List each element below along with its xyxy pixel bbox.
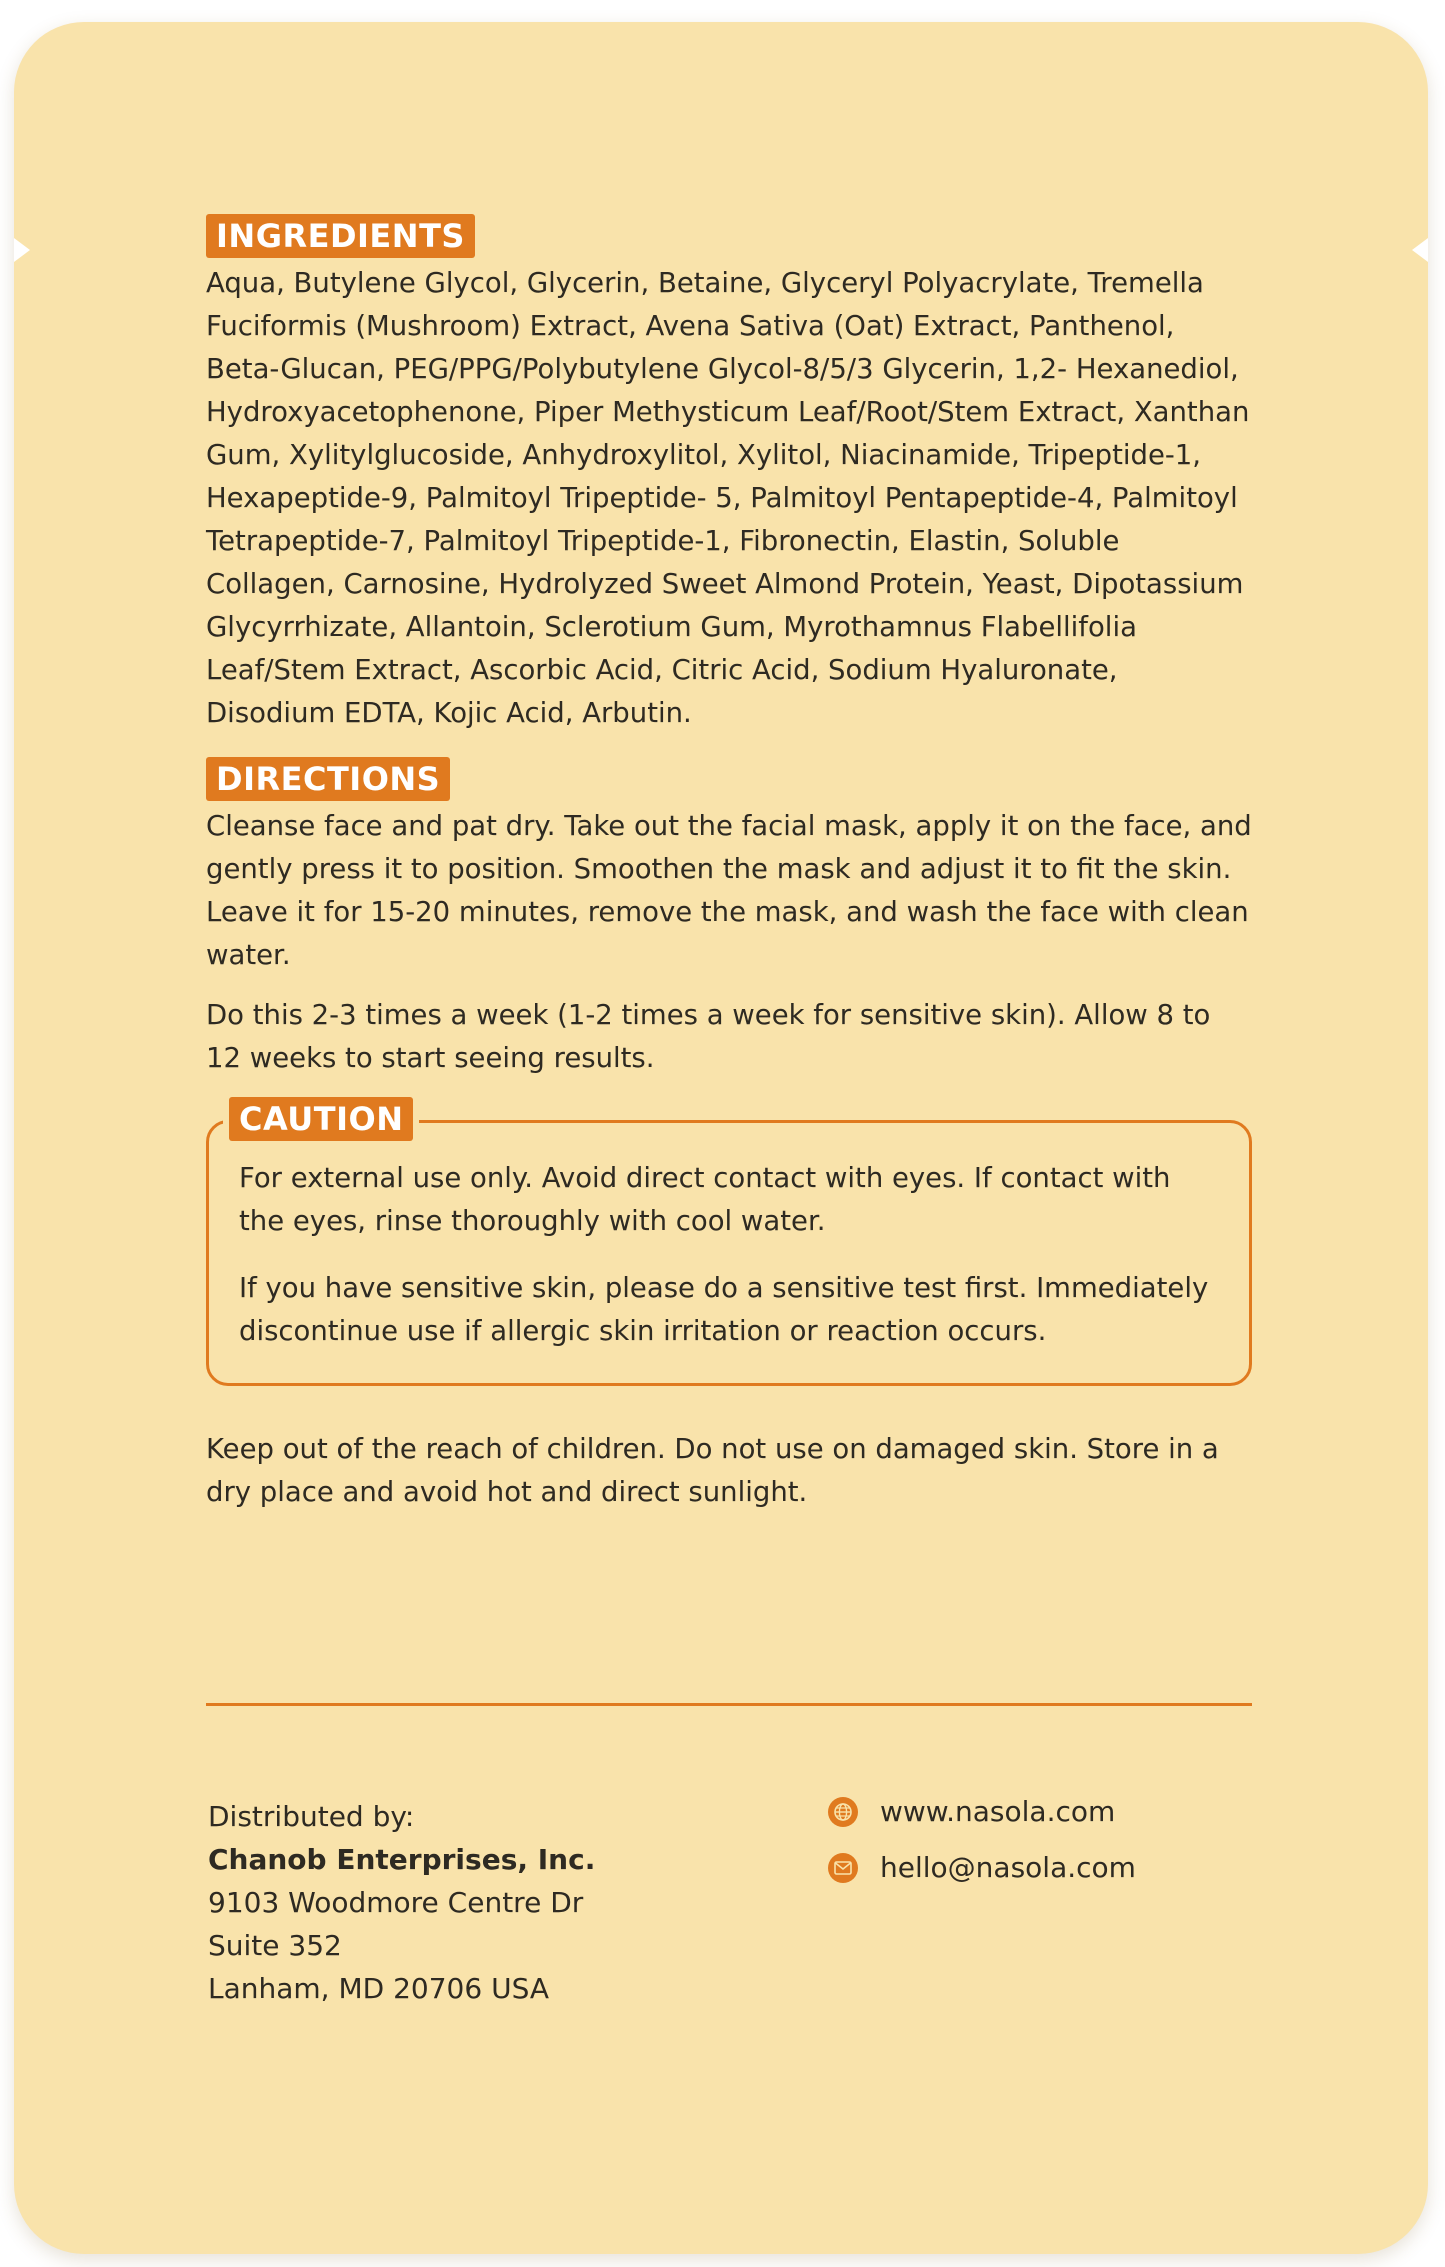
- footer-divider: [206, 1703, 1252, 1706]
- ingredients-heading: INGREDIENTS: [206, 214, 475, 258]
- caution-heading: CAUTION: [229, 1097, 413, 1141]
- distributor-label: Distributed by:: [208, 1800, 415, 1833]
- distributor-company: Chanob Enterprises, Inc.: [208, 1843, 596, 1876]
- distributor-block: [208, 1795, 595, 2010]
- tear-notch-left: [14, 238, 30, 262]
- caution-sensitive-skin: If you have sensitive skin, please do a sensitive test first. Immediately discontinue use if allergic skin irritation or reaction occurs.: [239, 1272, 1209, 1347]
- email-row: [828, 1848, 1136, 1888]
- distributor-address-line: Lanham, MD 20706 USA: [208, 1972, 550, 2005]
- globe-icon: [828, 1797, 858, 1827]
- tear-notch-right: [1412, 238, 1428, 262]
- website-row: [828, 1792, 1136, 1832]
- caution-box: [206, 1100, 1252, 1386]
- directions-section: [206, 757, 1252, 1080]
- directions-heading: DIRECTIONS: [206, 757, 450, 801]
- envelope-icon: [828, 1853, 858, 1883]
- ingredients-section: [206, 214, 1252, 735]
- distributor-address-line: Suite 352: [208, 1929, 342, 1962]
- website-link[interactable]: www.nasola.com: [880, 1795, 1116, 1828]
- contact-block: [828, 1792, 1136, 1904]
- email-link[interactable]: hello@nasola.com: [880, 1851, 1136, 1884]
- caution-paragraph: For external use only. Avoid direct contact with eyes. If contact with the eyes, rinse thoroughly with cool water.: [239, 1162, 1171, 1237]
- storage-note: Keep out of the reach of children. Do not use on damaged skin. Store in a dry place and avoid hot and direct sunlight.: [206, 1433, 1219, 1508]
- distributor-address-line: 9103 Woodmore Centre Dr: [208, 1886, 584, 1919]
- ingredients-list: Aqua, Butylene Glycol, Glycerin, Betaine, Glyceryl Polyacrylate, Tremella Fuciformis (Mushroom) Extract, Avena Sativa (Oat) Extract, Panthenol, Beta-Glucan, PEG/PPG/Polybutylene Glycol-8/5/3 Glycerin, 1,2- Hexanediol, Hydroxyacetophenone, Piper Methysticum Leaf/Root/Stem Extract, Xanthan Gum, Xylitylglucoside, Anhydroxylitol, Xylitol, Niacinamide, Tripeptide-1, Hexapeptide-9, Palmitoyl Tripeptide- 5, Palmitoyl Pentapeptide-4, Palmitoyl Tetrapeptide-7, Palmitoyl Tripeptide-1, Fibronectin, Elastin, Soluble Collagen, Carnosine, Hydrolyzed Sweet Almond Protein, Yeast, Dipotassium Glycyrrhizate, Allantoin, Sclerotium Gum, Myrothamnus Flabellifolia Leaf/Stem Extract, Ascorbic Acid, Citric Acid, Sodium Hyaluronate, Disodium EDTA, Kojic Acid, Arbutin.: [206, 267, 1250, 729]
- directions-paragraph: Cleanse face and pat dry. Take out the facial mask, apply it on the face, and gently press it to position. Smoothen the mask and adjust it to fit the skin. Leave it for 15-20 minutes, remove the mask, and wash the face with clean water.: [206, 810, 1252, 971]
- label-content: [206, 214, 1252, 1514]
- directions-frequency: Do this 2-3 times a week (1-2 times a week for sensitive skin). Allow 8 to 12 weeks to start seeing results.: [206, 999, 1211, 1074]
